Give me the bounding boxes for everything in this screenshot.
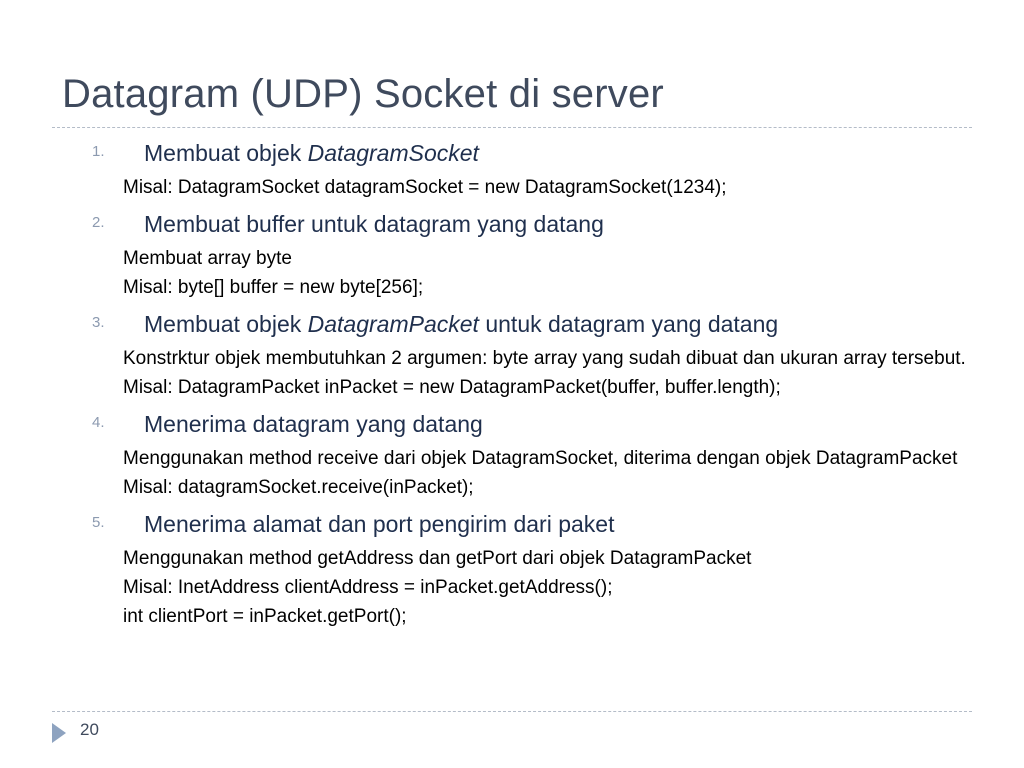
item-detail: Misal: DatagramPacket inPacket = new DatagramPacket(buffer, buffer.length);: [123, 377, 781, 398]
item-heading: Membuat objek DatagramPacket untuk datagram yang datang: [144, 311, 779, 337]
list-item: [0, 136, 1024, 199]
list-item: [0, 407, 1024, 499]
item-number: 3.: [92, 314, 105, 331]
item-detail: Konstrktur objek membutuhkan 2 argumen: byte array yang sudah dibuat dan ukuran array tersebut.: [123, 348, 966, 369]
footer-divider: [52, 711, 972, 712]
item-heading: Menerima alamat dan port pengirim dari paket: [144, 511, 615, 537]
title-divider: [52, 127, 972, 128]
item-number: 1.: [92, 143, 105, 160]
item-number: 5.: [92, 514, 105, 531]
item-number: 2.: [92, 214, 105, 231]
item-heading: Membuat buffer untuk datagram yang datang: [144, 211, 604, 237]
page-number: 20: [80, 720, 99, 739]
item-heading: Membuat objek DatagramSocket: [144, 140, 479, 166]
item-detail: Misal: InetAddress clientAddress = inPacket.getAddress();: [123, 577, 613, 598]
list-item: [0, 207, 1024, 299]
list-item: [0, 507, 1024, 628]
item-detail: Membuat array byte: [123, 248, 292, 269]
item-detail: Misal: datagramSocket.receive(inPacket);: [123, 477, 474, 498]
item-detail: Menggunakan method receive dari objek DatagramSocket, diterima dengan objek DatagramPacket: [123, 448, 958, 469]
triangle-bullet-icon: [52, 723, 66, 743]
item-heading: Menerima datagram yang datang: [144, 411, 483, 437]
item-number: 4.: [92, 414, 105, 431]
item-detail: Menggunakan method getAddress dan getPort dari objek DatagramPacket: [123, 548, 752, 569]
item-detail: int clientPort = inPacket.getPort();: [123, 606, 407, 627]
slide-content: [0, 136, 1024, 628]
slide-title: Datagram (UDP) Socket di server: [62, 72, 664, 116]
item-detail: Misal: byte[] buffer = new byte[256];: [123, 277, 424, 298]
list-item: [0, 307, 1024, 399]
item-detail: Misal: DatagramSocket datagramSocket = new DatagramSocket(1234);: [123, 177, 727, 198]
